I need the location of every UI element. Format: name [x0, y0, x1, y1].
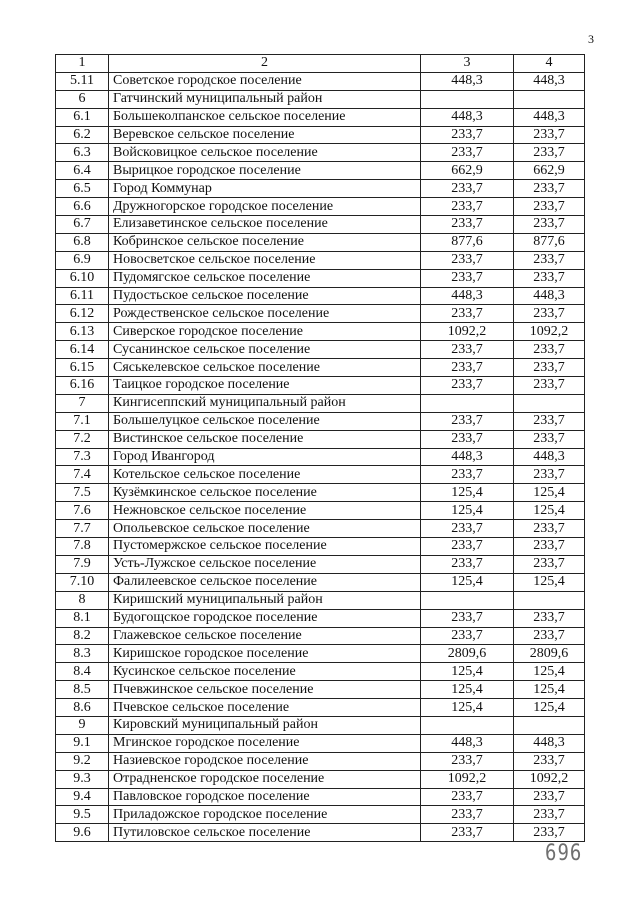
value-col-4: 1092,2	[514, 323, 585, 341]
allocation-table	[55, 54, 585, 842]
value-col-3: 662,9	[421, 162, 514, 180]
value-col-3	[421, 591, 514, 609]
table-row	[56, 752, 585, 770]
table-row	[56, 323, 585, 341]
row-number: 6.14	[56, 341, 109, 359]
value-col-4: 233,7	[514, 627, 585, 645]
value-col-4: 233,7	[514, 430, 585, 448]
row-number: 5.11	[56, 72, 109, 90]
value-col-4: 448,3	[514, 734, 585, 752]
municipality-name: Киришское городское поселение	[109, 645, 421, 663]
municipality-name: Назиевское городское поселение	[109, 752, 421, 770]
municipality-name: Вырицкое городское поселение	[109, 162, 421, 180]
municipality-name: Город Ивангород	[109, 448, 421, 466]
table-row	[56, 162, 585, 180]
column-header-4: 4	[514, 55, 585, 73]
municipality-name: Гатчинский муниципальный район	[109, 90, 421, 108]
value-col-4: 448,3	[514, 72, 585, 90]
municipality-name: Пудомягское сельское поселение	[109, 269, 421, 287]
value-col-4: 233,7	[514, 609, 585, 627]
value-col-3: 448,3	[421, 72, 514, 90]
column-header-1: 1	[56, 55, 109, 73]
value-col-3: 233,7	[421, 538, 514, 556]
row-number: 8.3	[56, 645, 109, 663]
municipality-name: Пудостьское сельское поселение	[109, 287, 421, 305]
municipality-name: Мгинское городское поселение	[109, 734, 421, 752]
value-col-4: 233,7	[514, 180, 585, 198]
value-col-3: 233,7	[421, 341, 514, 359]
value-col-3: 233,7	[421, 305, 514, 323]
municipality-name: Большеколпанское сельское поселение	[109, 108, 421, 126]
value-col-3: 233,7	[421, 144, 514, 162]
value-col-4: 233,7	[514, 555, 585, 573]
value-col-4: 233,7	[514, 806, 585, 824]
value-col-3: 233,7	[421, 216, 514, 234]
row-number: 7.10	[56, 573, 109, 591]
municipality-name: Веревское сельское поселение	[109, 126, 421, 144]
table-row	[56, 394, 585, 412]
municipality-name: Елизаветинское сельское поселение	[109, 216, 421, 234]
value-col-4: 233,7	[514, 377, 585, 395]
value-col-4: 233,7	[514, 251, 585, 269]
row-number: 8.4	[56, 663, 109, 681]
value-col-3: 1092,2	[421, 323, 514, 341]
municipality-name: Кузёмкинское сельское поселение	[109, 484, 421, 502]
value-col-3: 233,7	[421, 180, 514, 198]
row-number: 7.5	[56, 484, 109, 502]
row-number: 6.13	[56, 323, 109, 341]
value-col-3: 125,4	[421, 484, 514, 502]
value-col-3: 233,7	[421, 412, 514, 430]
row-number: 9.3	[56, 770, 109, 788]
municipality-name: Будогощское городское поселение	[109, 609, 421, 627]
value-col-4	[514, 591, 585, 609]
table-row	[56, 681, 585, 699]
value-col-3	[421, 90, 514, 108]
value-col-3: 877,6	[421, 233, 514, 251]
table-row	[56, 108, 585, 126]
row-number: 7.6	[56, 502, 109, 520]
value-col-4: 233,7	[514, 752, 585, 770]
value-col-4: 125,4	[514, 484, 585, 502]
municipality-name: Кобринское сельское поселение	[109, 233, 421, 251]
municipality-name: Таицкое городское поселение	[109, 377, 421, 395]
row-number: 6.5	[56, 180, 109, 198]
value-col-4: 125,4	[514, 699, 585, 717]
table-row	[56, 251, 585, 269]
value-col-3	[421, 716, 514, 734]
value-col-4: 233,7	[514, 538, 585, 556]
row-number: 8.6	[56, 699, 109, 717]
table-row	[56, 538, 585, 556]
value-col-3: 125,4	[421, 681, 514, 699]
row-number: 6.11	[56, 287, 109, 305]
value-col-3: 233,7	[421, 555, 514, 573]
municipality-name: Фалилеевское сельское поселение	[109, 573, 421, 591]
value-col-3: 448,3	[421, 734, 514, 752]
value-col-3: 125,4	[421, 573, 514, 591]
value-col-4: 233,7	[514, 520, 585, 538]
municipality-name: Рождественское сельское поселение	[109, 305, 421, 323]
table-row	[56, 716, 585, 734]
table-header-row	[56, 55, 585, 73]
table-row	[56, 555, 585, 573]
row-number: 6.3	[56, 144, 109, 162]
municipality-name: Киришский муниципальный район	[109, 591, 421, 609]
table-row	[56, 233, 585, 251]
table-row	[56, 520, 585, 538]
row-number: 7.1	[56, 412, 109, 430]
municipality-name: Кировский муниципальный район	[109, 716, 421, 734]
municipality-name: Советское городское поселение	[109, 72, 421, 90]
municipality-name: Вистинское сельское поселение	[109, 430, 421, 448]
value-col-3	[421, 394, 514, 412]
value-col-4: 125,4	[514, 663, 585, 681]
value-col-3: 233,7	[421, 377, 514, 395]
municipality-name: Сиверское городское поселение	[109, 323, 421, 341]
row-number: 7.3	[56, 448, 109, 466]
municipality-name: Дружногорское городское поселение	[109, 198, 421, 216]
municipality-name: Сяськелевское сельское поселение	[109, 359, 421, 377]
row-number: 9.5	[56, 806, 109, 824]
value-col-3: 233,7	[421, 269, 514, 287]
row-number: 9.6	[56, 824, 109, 842]
value-col-4: 233,7	[514, 269, 585, 287]
row-number: 7.9	[56, 555, 109, 573]
value-col-4: 125,4	[514, 573, 585, 591]
table-row	[56, 412, 585, 430]
value-col-4: 233,7	[514, 341, 585, 359]
value-col-4: 233,7	[514, 305, 585, 323]
row-number: 6.8	[56, 233, 109, 251]
table-row	[56, 448, 585, 466]
row-number: 7.8	[56, 538, 109, 556]
row-number: 6.9	[56, 251, 109, 269]
value-col-3: 448,3	[421, 108, 514, 126]
value-col-4: 233,7	[514, 788, 585, 806]
row-number: 7	[56, 394, 109, 412]
value-col-4	[514, 716, 585, 734]
value-col-3: 233,7	[421, 126, 514, 144]
value-col-4: 2809,6	[514, 645, 585, 663]
row-number: 6.6	[56, 198, 109, 216]
row-number: 8.2	[56, 627, 109, 645]
table-row	[56, 645, 585, 663]
value-col-3: 233,7	[421, 520, 514, 538]
row-number: 8.1	[56, 609, 109, 627]
table-row	[56, 502, 585, 520]
row-number: 7.7	[56, 520, 109, 538]
row-number: 6.10	[56, 269, 109, 287]
table-row	[56, 72, 585, 90]
table-row	[56, 591, 585, 609]
municipality-name: Приладожское городское поселение	[109, 806, 421, 824]
municipality-name: Усть-Лужское сельское поселение	[109, 555, 421, 573]
value-col-3: 233,7	[421, 824, 514, 842]
row-number: 6.16	[56, 377, 109, 395]
table-row	[56, 609, 585, 627]
value-col-4: 1092,2	[514, 770, 585, 788]
table-row	[56, 198, 585, 216]
municipality-name: Большелуцкое сельское поселение	[109, 412, 421, 430]
table-row	[56, 126, 585, 144]
value-col-3: 233,7	[421, 198, 514, 216]
page-number: 3	[588, 32, 594, 46]
row-number: 9.4	[56, 788, 109, 806]
row-number: 6	[56, 90, 109, 108]
row-number: 8.5	[56, 681, 109, 699]
table-row	[56, 573, 585, 591]
value-col-3: 233,7	[421, 609, 514, 627]
value-col-4: 448,3	[514, 287, 585, 305]
table-row	[56, 824, 585, 842]
row-number: 8	[56, 591, 109, 609]
row-number: 6.4	[56, 162, 109, 180]
value-col-3: 233,7	[421, 359, 514, 377]
municipality-name: Сусанинское сельское поселение	[109, 341, 421, 359]
value-col-4: 233,7	[514, 466, 585, 484]
value-col-3: 125,4	[421, 699, 514, 717]
row-number: 6.15	[56, 359, 109, 377]
row-number: 6.1	[56, 108, 109, 126]
table-row	[56, 216, 585, 234]
value-col-3: 233,7	[421, 430, 514, 448]
row-number: 6.12	[56, 305, 109, 323]
value-col-3: 125,4	[421, 502, 514, 520]
value-col-3: 233,7	[421, 466, 514, 484]
municipality-name: Пустомержское сельское поселение	[109, 538, 421, 556]
column-header-2: 2	[109, 55, 421, 73]
table-row	[56, 359, 585, 377]
municipality-name: Путиловское сельское поселение	[109, 824, 421, 842]
value-col-4: 448,3	[514, 448, 585, 466]
municipality-name: Пчевское сельское поселение	[109, 699, 421, 717]
table-row	[56, 734, 585, 752]
municipality-name: Кусинское сельское поселение	[109, 663, 421, 681]
municipality-name: Пчевжинское сельское поселение	[109, 681, 421, 699]
table-row	[56, 663, 585, 681]
municipality-name: Новосветское сельское поселение	[109, 251, 421, 269]
table-row	[56, 269, 585, 287]
row-number: 6.7	[56, 216, 109, 234]
value-col-4: 233,7	[514, 126, 585, 144]
table-body	[56, 55, 585, 842]
value-col-3: 233,7	[421, 752, 514, 770]
table-row	[56, 627, 585, 645]
row-number: 9	[56, 716, 109, 734]
row-number: 7.2	[56, 430, 109, 448]
table-row	[56, 806, 585, 824]
value-col-4: 233,7	[514, 824, 585, 842]
table-row	[56, 484, 585, 502]
value-col-3: 448,3	[421, 287, 514, 305]
value-col-3: 233,7	[421, 806, 514, 824]
table-row	[56, 144, 585, 162]
value-col-4: 125,4	[514, 502, 585, 520]
municipality-name: Павловское городское поселение	[109, 788, 421, 806]
value-col-4: 662,9	[514, 162, 585, 180]
table-row	[56, 287, 585, 305]
municipality-name: Опольевское сельское поселение	[109, 520, 421, 538]
row-number: 9.1	[56, 734, 109, 752]
row-number: 9.2	[56, 752, 109, 770]
municipality-name: Город Коммунар	[109, 180, 421, 198]
value-col-4: 233,7	[514, 216, 585, 234]
value-col-4	[514, 394, 585, 412]
table-row	[56, 377, 585, 395]
value-col-3: 233,7	[421, 788, 514, 806]
table-row	[56, 341, 585, 359]
value-col-4: 125,4	[514, 681, 585, 699]
table-row	[56, 466, 585, 484]
value-col-4: 448,3	[514, 108, 585, 126]
row-number: 6.2	[56, 126, 109, 144]
value-col-4: 233,7	[514, 412, 585, 430]
value-col-4	[514, 90, 585, 108]
value-col-3: 448,3	[421, 448, 514, 466]
municipality-name: Кингисеппский муниципальный район	[109, 394, 421, 412]
value-col-4: 877,6	[514, 233, 585, 251]
value-col-3: 125,4	[421, 663, 514, 681]
value-col-4: 233,7	[514, 198, 585, 216]
value-col-3: 233,7	[421, 251, 514, 269]
value-col-4: 233,7	[514, 359, 585, 377]
table-row	[56, 180, 585, 198]
page-stamp: 696	[545, 840, 583, 866]
column-header-3: 3	[421, 55, 514, 73]
value-col-3: 2809,6	[421, 645, 514, 663]
municipality-name: Нежновское сельское поселение	[109, 502, 421, 520]
row-number: 7.4	[56, 466, 109, 484]
table-row	[56, 305, 585, 323]
table-row	[56, 788, 585, 806]
table-row	[56, 430, 585, 448]
table-row	[56, 699, 585, 717]
value-col-4: 233,7	[514, 144, 585, 162]
municipality-name: Отрадненское городское поселение	[109, 770, 421, 788]
municipality-name: Войсковицкое сельское поселение	[109, 144, 421, 162]
table-row	[56, 90, 585, 108]
municipality-name: Котельское сельское поселение	[109, 466, 421, 484]
value-col-3: 1092,2	[421, 770, 514, 788]
municipality-name: Глажевское сельское поселение	[109, 627, 421, 645]
value-col-3: 233,7	[421, 627, 514, 645]
table-row	[56, 770, 585, 788]
